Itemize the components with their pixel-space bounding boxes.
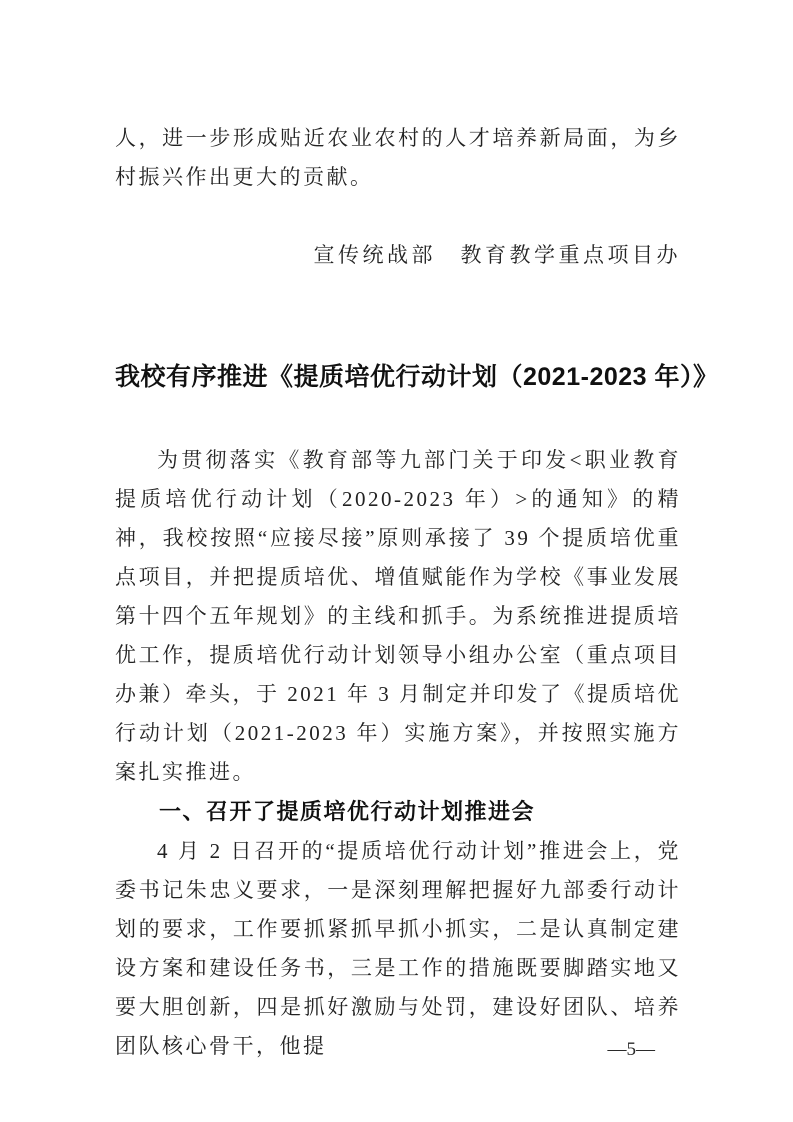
section-paragraph: 4 月 2 日召开的“提质培优行动计划”推进会上，党委书记朱忠义要求，一是深刻理解把握好九部委行动计划的要求，工作要抓紧抓早抓小抓实，二是认真制定建设方案和建设任务书，三是工作的措施既要脚踏实地又要大胆创新，四是抓好激励与处罚，建设好团队、培养团队核心骨干，他提 (115, 839, 681, 1058)
article-intro-paragraph: 为贯彻落实《教育部等九部门关于印发<职业教育提质培优行动计划（2020-2023 年）>的通知》的精神，我校按照“应接尽接”原则承接了 39 个提质培优重点项目，并把提质培优、增值赋能作为学校《事业发展第十四个五年规划》的主线和抓手。为系统推进提质培优工作，提质培优行动计划领导小组办公室（重点项目办兼）牵头，于 2021 年 3 月制定并印发了《提质培优行动计划（2021-2023 年）实施方案》，并按照实施方案扎实推进。 (115, 448, 681, 784)
document-content-column (115, 0, 719, 1066)
article-title: 我校有序推进《提质培优行动计划（2021-2023 年）》 (115, 363, 719, 391)
section-heading: 一、召开了提质培优行动计划推进会 (159, 799, 536, 824)
attribution-line: 宣传统战部 教育教学重点项目办 (313, 243, 681, 267)
previous-article-closing-paragraph: 人，进一步形成贴近农业农村的人才培养新局面，为乡村振兴作出更大的贡献。 (115, 126, 681, 189)
page-number: —5— (607, 1039, 655, 1060)
